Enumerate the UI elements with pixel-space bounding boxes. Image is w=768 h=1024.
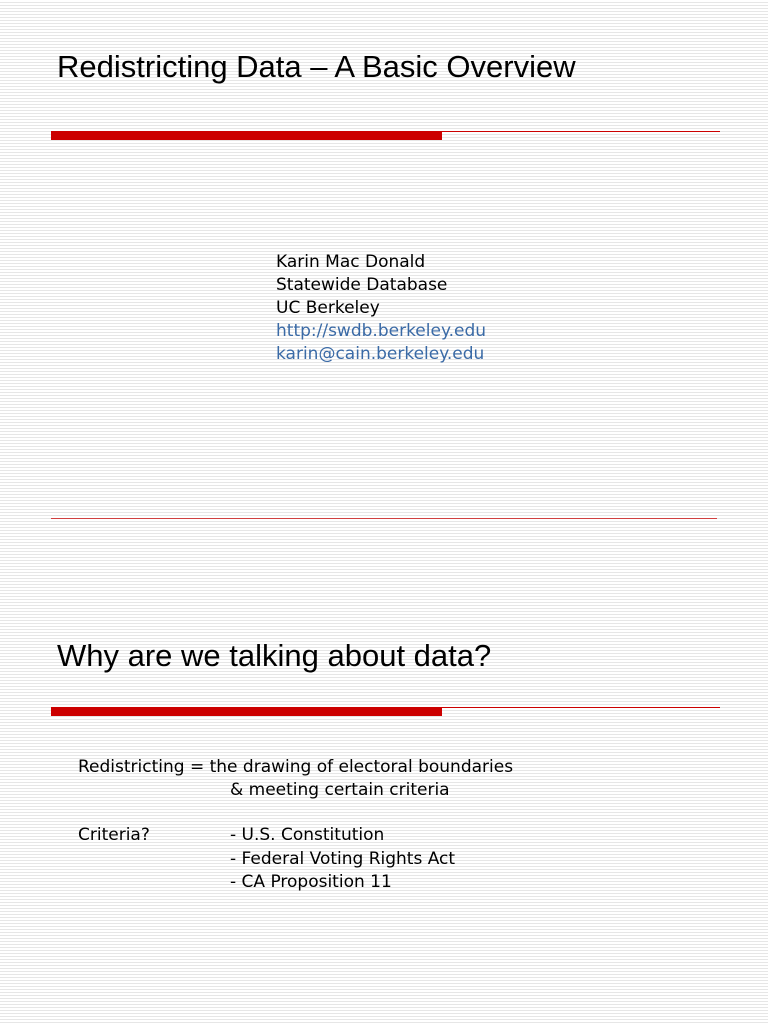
- slide-1-title: Redistricting Data – A Basic Overview: [57, 49, 576, 84]
- email-link[interactable]: karin@cain.berkeley.edu: [276, 344, 485, 364]
- criteria-label: Criteria?: [78, 825, 150, 845]
- slide-divider: [51, 518, 717, 519]
- author-block: [276, 251, 486, 366]
- definition-line-1: Redistricting = the drawing of electoral boundaries: [78, 757, 514, 777]
- author-organization: Statewide Database: [276, 275, 448, 295]
- title-underline-thin: [442, 131, 720, 132]
- criteria-item: - Federal Voting Rights Act: [230, 849, 456, 869]
- title-underline-thick: [51, 707, 442, 716]
- author-name: Karin Mac Donald: [276, 252, 426, 272]
- website-link[interactable]: http://swdb.berkeley.edu: [276, 321, 487, 341]
- author-institution: UC Berkeley: [276, 298, 380, 318]
- criteria-item: - CA Proposition 11: [230, 872, 392, 892]
- title-underline-thick: [51, 131, 442, 140]
- slide-2-title: Why are we talking about data?: [57, 638, 492, 673]
- definition-line-2: & meeting certain criteria: [230, 780, 450, 800]
- criteria-item: - U.S. Constitution: [230, 825, 385, 845]
- title-underline-thin: [442, 707, 720, 708]
